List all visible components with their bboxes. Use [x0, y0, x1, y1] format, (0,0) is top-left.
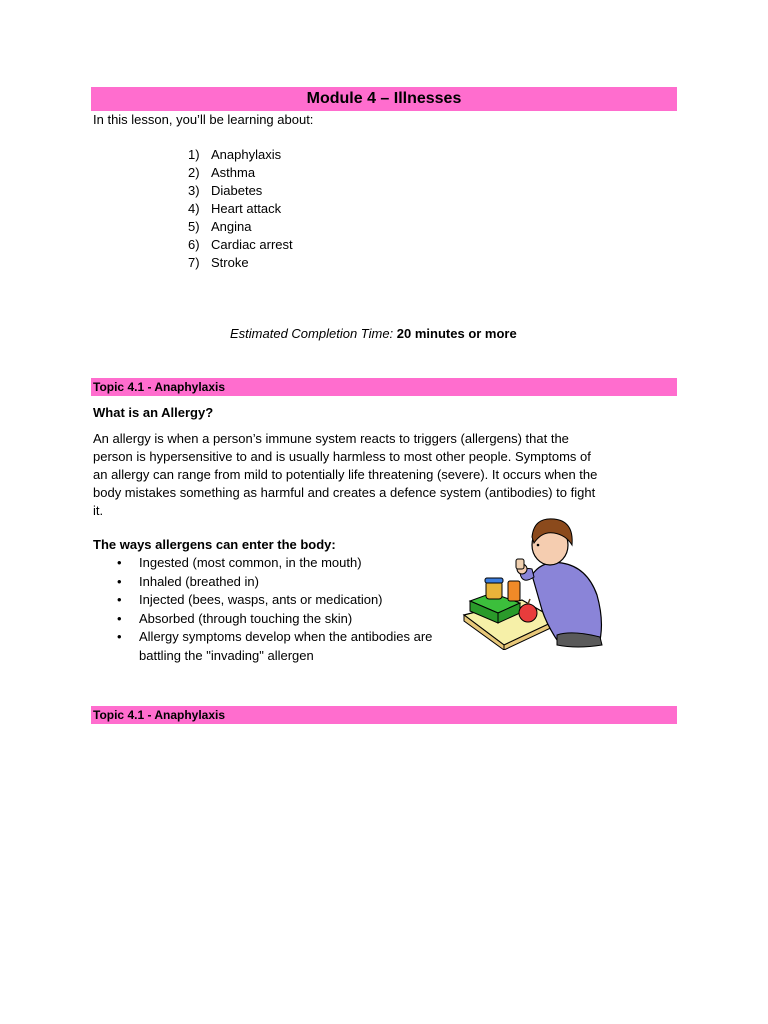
bullet-icon: •	[117, 573, 122, 589]
topic-list	[188, 146, 293, 272]
list-item: 7) Stroke	[188, 255, 249, 270]
list-item: • Ingested (most common, in the mouth)	[93, 554, 453, 573]
estimated-completion-time	[230, 325, 517, 343]
list-item: • Inhaled (breathed in)	[93, 573, 453, 592]
lesson-intro: In this lesson, you’ll be learning about:	[93, 112, 314, 127]
ways-heading: The ways allergens can enter the body:	[93, 537, 336, 552]
allergy-heading: What is an Allergy?	[93, 405, 214, 420]
list-item: 5) Angina	[188, 219, 252, 234]
child-eating-lunch-illustration	[462, 515, 607, 650]
list-item: • Allergy symptoms develop when the antibodies are battling the "invading" allergen	[117, 629, 433, 663]
topic-bar	[91, 378, 677, 396]
bullet-icon: •	[117, 610, 122, 626]
list-item: 2) Asthma	[188, 165, 256, 180]
bullet-icon: •	[117, 555, 122, 570]
topic-bar	[91, 706, 677, 724]
list-item: 6) Cardiac arrest	[188, 237, 293, 252]
topic-heading: Topic 4.1 - Anaphylaxis	[93, 380, 226, 394]
list-item: • Absorbed (through touching the skin)	[93, 610, 453, 629]
module-title: Module 4 – Illnesses	[306, 90, 462, 107]
list-item: 4) Heart attack	[188, 201, 282, 216]
estimate-label: Estimated Completion Time:	[230, 326, 394, 341]
list-item: 3) Diabetes	[188, 183, 263, 198]
module-title-bar	[91, 87, 677, 111]
estimate-value: 20 minutes or more	[396, 326, 517, 341]
topic-heading: Topic 4.1 - Anaphylaxis	[93, 708, 226, 722]
list-item: 1) Anaphylaxis	[188, 147, 282, 162]
bullet-icon: •	[117, 592, 122, 607]
list-item: • Injected (bees, wasps, ants or medication)	[93, 591, 453, 610]
allergy-paragraph: An allergy is when a person’s immune system reacts to triggers (allergens) that the person is hypersensitive to and is usually harmless to most other people. Symptoms of an allergy can range from mild to potentially life threatening (severe). It occurs when the body mistakes something as harmful and creates a defence system (antibodies) to fight it.	[93, 431, 598, 518]
bullet-icon: •	[117, 629, 122, 644]
allergen-entry-list	[93, 554, 453, 665]
